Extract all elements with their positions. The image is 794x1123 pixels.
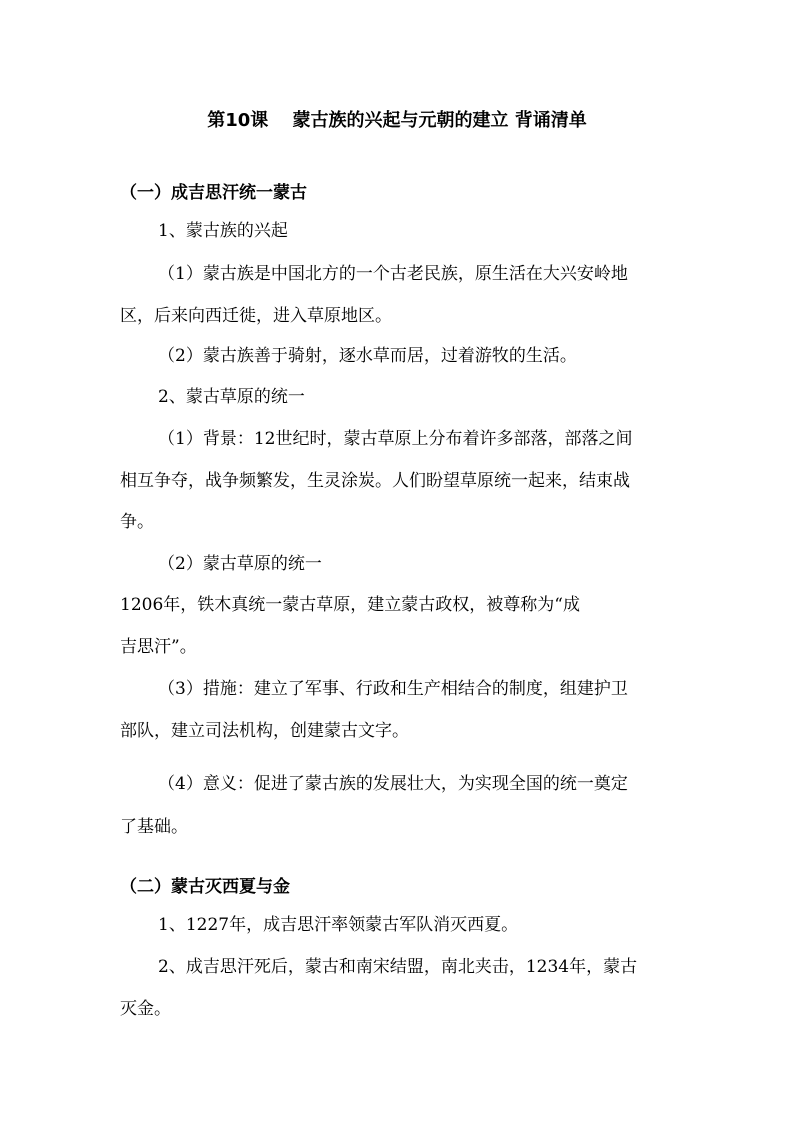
paragraph-line: 相互争夺，战争频繁发，生灵涂炭。人们盼望草原统一起来，结束战 bbox=[120, 471, 630, 491]
paragraph-line: （2）蒙古族善于骑射，逐水草而居，过着游牧的生活。 bbox=[158, 346, 577, 366]
section-heading-1: （一）成吉思汗统一蒙古 bbox=[120, 183, 307, 203]
paragraph-line: 1、1227年，成吉思汗率领蒙古军队消灭西夏。 bbox=[158, 915, 519, 935]
paragraph-line: （1）蒙古族是中国北方的一个古老民族，原生活在大兴安岭地 bbox=[158, 264, 628, 284]
paragraph-line: 区，后来向西迁徙，进入草原地区。 bbox=[120, 306, 392, 326]
page-title: 第10课 蒙古族的兴起与元朝的建立 背诵清单 bbox=[207, 110, 587, 131]
paragraph-line: 了基础。 bbox=[120, 817, 188, 837]
section-heading-2: （二）蒙古灭西夏与金 bbox=[120, 877, 290, 897]
paragraph-line: 2、成吉思汗死后，蒙古和南宋结盟，南北夹击，1234年，蒙古 bbox=[158, 957, 638, 977]
paragraph-line: 灭金。 bbox=[120, 999, 171, 1019]
subheading-rise: 1、蒙古族的兴起 bbox=[158, 221, 288, 241]
paragraph-line: 争。 bbox=[120, 512, 154, 532]
paragraph-line: （3）措施：建立了军事、行政和生产相结合的制度，组建护卫 bbox=[158, 679, 628, 699]
paragraph-line: （1）背景：12世纪时，蒙古草原上分布着许多部落，部落之间 bbox=[158, 429, 633, 449]
subheading-unification: 2、蒙古草原的统一 bbox=[158, 387, 305, 407]
paragraph-line: 部队，建立司法机构，创建蒙古文字。 bbox=[120, 721, 409, 741]
paragraph-line: 1206年，铁木真统一蒙古草原，建立蒙古政权，被尊称为“成 bbox=[120, 595, 580, 615]
paragraph-line: （4）意义：促进了蒙古族的发展壮大，为实现全国的统一奠定 bbox=[158, 774, 628, 794]
paragraph-line: （2）蒙古草原的统一 bbox=[158, 554, 322, 574]
paragraph-line: 吉思汗”。 bbox=[120, 637, 197, 657]
